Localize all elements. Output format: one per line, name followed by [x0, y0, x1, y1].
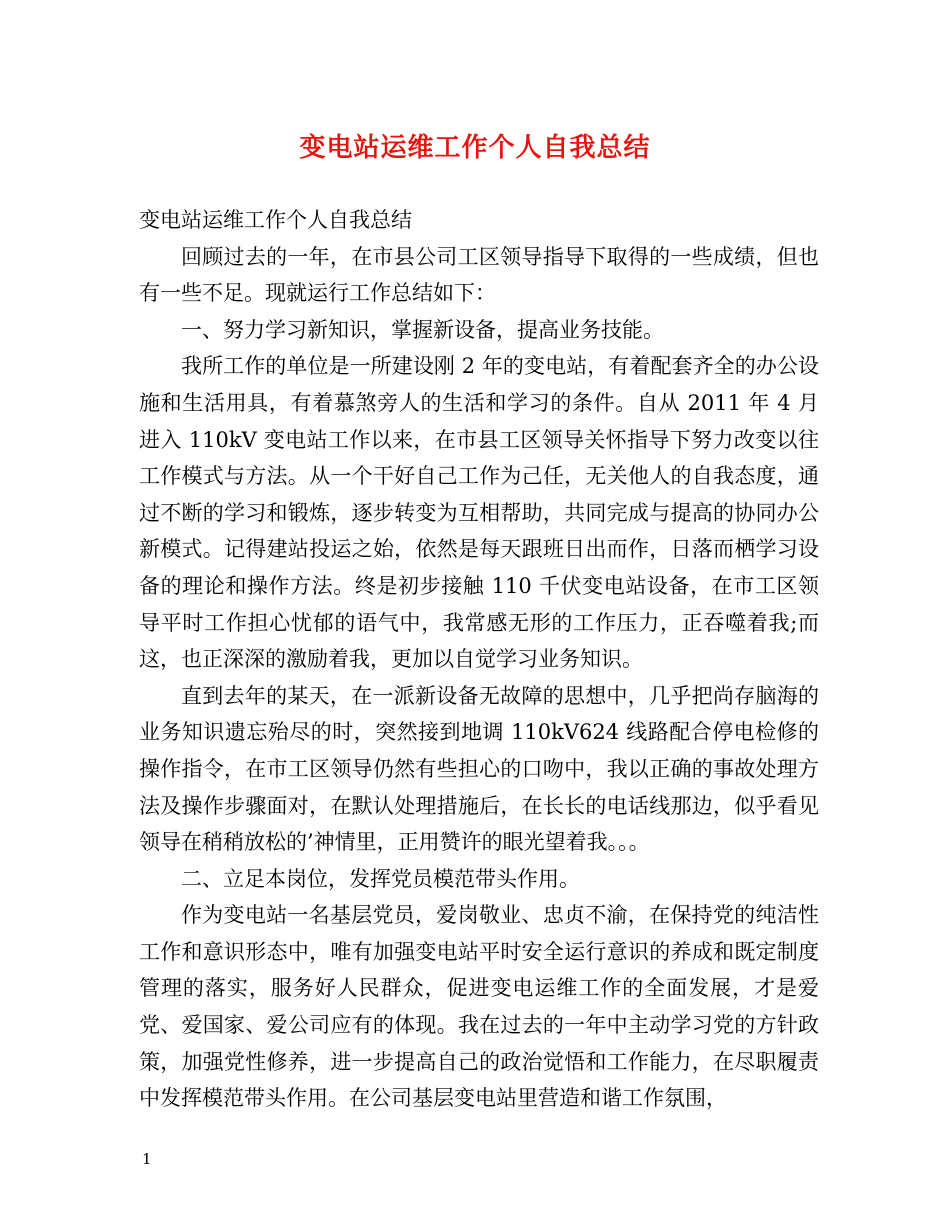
body-paragraph-operation: 直到去年的某天，在一派新设备无故障的思想中，几乎把尚存脑海的业务知识遗忘殆尽的时，突然接到地调 110kV624 线路配合停电检修的操作指令，在市工区领导仍然有些担心的口吻中，我以正确的事故处理方法及操作步骤面对，在默认处理措施后，在长长的电话线那边，似乎看见领导在稍稍放松的’神情里，正用赞许的眼光望着我。。。 — [139, 683, 819, 855]
body-paragraph-party-member: 作为变电站一名基层党员，爱岗敬业、忠贞不渝，在保持党的纯洁性工作和意识形态中，唯有加强变电站平时安全运行意识的养成和既定制度管理的落实，服务好人民群众，促进变电运维工作的全面发展，才是爱党、爱国家、爱公司应有的体现。我在过去的一年中主动学习党的方针政策，加强党性修养，进一步提高自己的政治觉悟和工作能力，在尽职履责中发挥模范带头作用。在公司基层变电站里营造和谐工作氛围， — [139, 903, 819, 1111]
body-paragraph-intro: 回顾过去的一年，在市县公司工区领导指导下取得的一些成绩，但也有一些不足。现就运行工作总结如下： — [139, 244, 819, 306]
section-heading-2: 二、立足本岗位，发挥党员模范带头作用。 — [181, 866, 580, 891]
subtitle-paragraph: 变电站运维工作个人自我总结 — [139, 208, 412, 232]
section-heading-1: 一、努力学习新知识，掌握新设备，提高业务技能。 — [181, 317, 664, 342]
document-body — [139, 202, 819, 1117]
body-paragraph-work-unit: 我所工作的单位是一所建设刚 2 年的变电站，有着配套齐全的办公设施和生活用具，有着慕煞旁人的生活和学习的条件。自从 2011 年 4 月进入 110kV 变电站工作以来，在市县工区领导关怀指导下努力改变以往工作模式与方法。从一个干好自己工作为己任，无关他人的自我态度，通过不断的学习和锻炼，逐步转变为互相帮助，共同完成与提高的协同办公新模式。记得建站投运之始，依然是每天跟班日出而作，日落而栖学习设备的理论和操作方法。终是初步接触 110 千伏变电站设备，在市工区领导平时工作担心忧郁的语气中，我常感无形的工作压力，正吞噬着我;而这，也正深深的激励着我，更加以自觉学习业务知识。 — [139, 354, 819, 672]
document-title: 变电站运维工作个人自我总结 — [299, 133, 651, 163]
page-number: 1 — [142, 1150, 152, 1168]
